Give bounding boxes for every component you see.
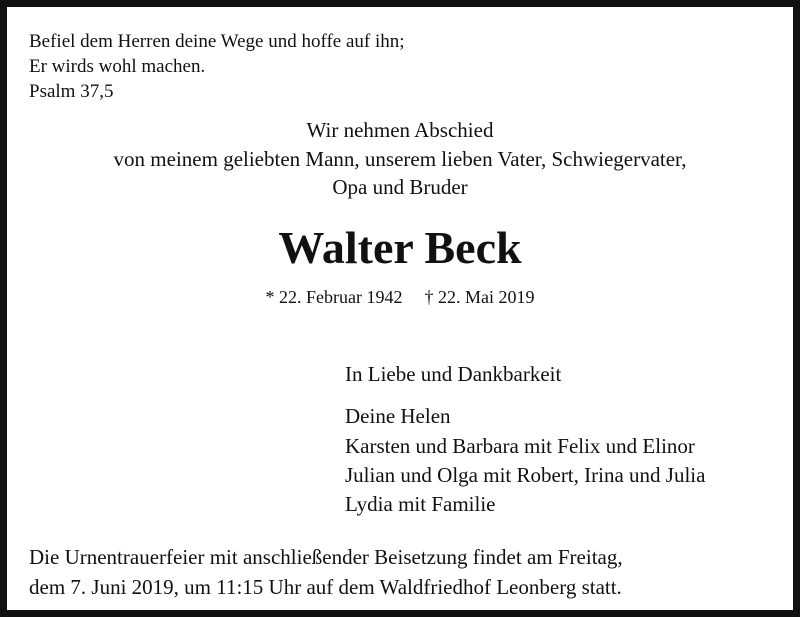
farewell-line-3: Opa und Bruder: [332, 175, 468, 199]
mourner-line-2: Karsten und Barbara mit Felix und Elinor: [345, 434, 695, 458]
farewell-line-2: von meinem geliebten Mann, unserem lieben Vater, Schwiegervater,: [113, 147, 687, 171]
birth-date: * 22. Februar 1942: [265, 287, 403, 307]
ceremony-line-1: Die Urnentrauerfeier mit anschließender Beisetzung findet am Freitag,: [29, 545, 623, 569]
psalm-line-2: Er wirds wohl machen.: [29, 56, 206, 77]
psalm-line-1: Befiel dem Herren deine Wege und hoffe auf ihn;: [29, 31, 405, 52]
mourner-line-4: Lydia mit Familie: [345, 492, 496, 516]
mourners-intro: In Liebe und Dankbarkeit: [345, 362, 562, 386]
mourner-line-3: Julian und Olga mit Robert, Irina und Julia: [345, 463, 706, 487]
farewell-line-1: Wir nehmen Abschied: [306, 118, 494, 142]
life-dates: [7, 287, 793, 308]
mourner-line-1: Deine Helen: [345, 404, 451, 428]
deceased-name: Walter Beck: [278, 222, 522, 273]
ceremony-line-2: dem 7. Juni 2019, um 11:15 Uhr auf dem Waldfriedhof Leonberg statt.: [29, 575, 622, 599]
death-date: † 22. Mai 2019: [424, 287, 535, 307]
psalm-reference: Psalm 37,5: [29, 81, 114, 102]
